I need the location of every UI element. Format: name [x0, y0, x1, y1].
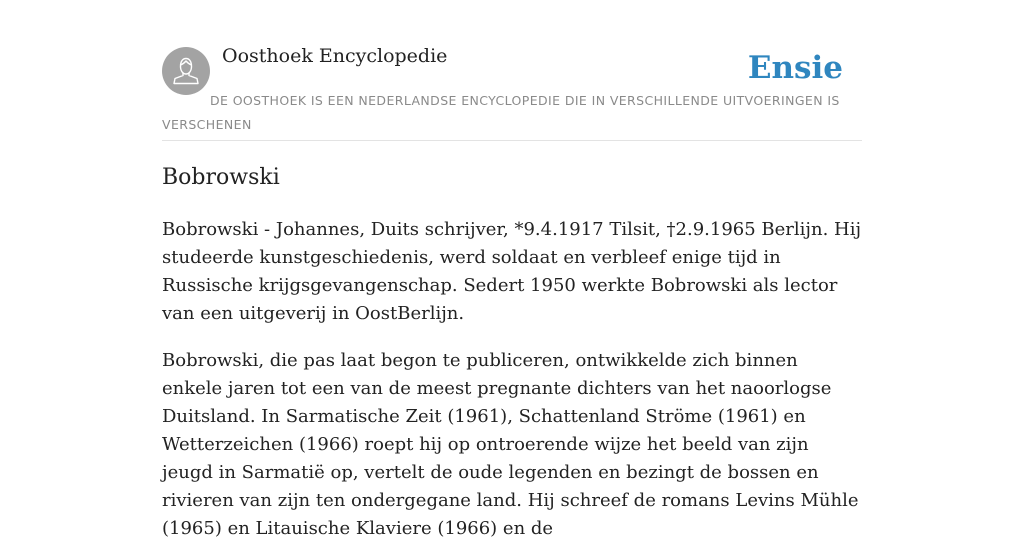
brand-logo[interactable]: Ensie: [747, 50, 843, 86]
article-paragraph: Bobrowski, die pas laat begon te publiceren, ontwikkelde zich binnen enkele jaren tot een van de meest pregnante dichters van het naoorlogse Duitsland. In Sarmatische Zeit (1961), Schattenland Ströme (1961) en Wetterzeichen (1966) roept hij op ontroerende wijze het beeld van zijn jeugd in Sarmatië op, vertelt de oude legenden en bezingt de bossen en rivieren van zijn ten ondergegane land. Hij schreef de romans Levins Mühle (1965) en Litauische Klaviere (1966) en de: [162, 350, 859, 539]
source-tagline: DE OOSTHOEK IS EEN NEDERLANDSE ENCYCLOPEDIE DIE IN VERSCHILLENDE UITVOERINGEN IS VERSCHENEN: [162, 93, 840, 132]
article-title: Bobrowski: [162, 165, 280, 190]
article: [162, 162, 862, 539]
source-header: [162, 0, 862, 141]
user-avatar-icon[interactable]: [162, 47, 210, 95]
source-name[interactable]: Oosthoek Encyclopedie: [222, 45, 448, 67]
article-paragraph: Bobrowski - Johannes, Duits schrijver, *9.4.1917 Tilsit, †2.9.1965 Berlijn. Hij studeerde kunstgeschiedenis, werd soldaat en verbleef enige tijd in Russische krijgsgevangenschap. Sedert 1950 werkte Bobrowski als lector van een uitgeverij in OostBerlijn.: [162, 219, 862, 324]
